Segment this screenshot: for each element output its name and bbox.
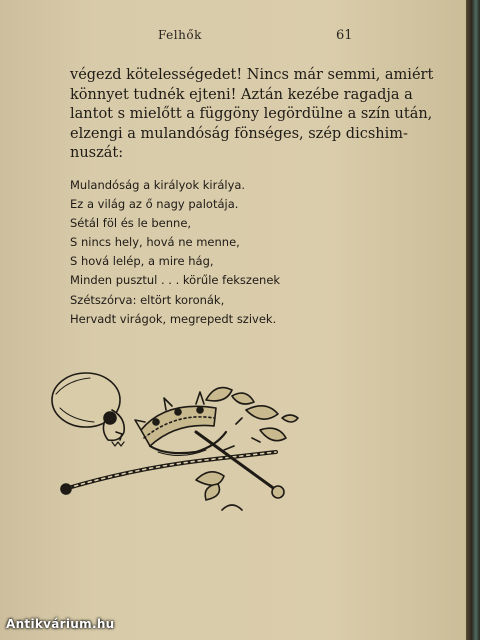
poem-stanza: [70, 176, 310, 329]
prose-line: lantot s mielőtt a függöny legördülne a szín után,: [70, 106, 433, 122]
skull-icon: [52, 373, 124, 446]
running-header-title: Felhők: [158, 28, 202, 42]
poem-line: Hervadt virágok, megrepedt szivek.: [70, 311, 277, 326]
prose-line: végezd kötelességedet! Nincs már semmi, amiért: [70, 67, 434, 83]
poem-line: Ez a világ az ő nagy palotája.: [70, 197, 239, 212]
prose-line: könnyet tudnék ejteni! Aztán kezébe ragadja a: [70, 86, 413, 103]
skull-crown-illustration: [46, 360, 316, 520]
watermark-text: Antikvárium.hu: [6, 617, 115, 631]
prose-line: elzengi a mulandóság fönséges, szép dicshim-: [70, 125, 408, 142]
poem-line: Sétál föl és le benne,: [70, 216, 192, 231]
poem-line: Minden pusztul . . . körűle fekszenek: [70, 273, 281, 288]
poem-line: Mulandóság a királyok királya.: [70, 178, 246, 192]
poem-line: Szétszórva: eltört koronák,: [70, 292, 225, 307]
prose-line: nuszát:: [70, 145, 124, 161]
book-spine: [466, 0, 480, 640]
scepter-icon: [61, 432, 284, 498]
poem-line: S hová lelép, a mire hág,: [70, 254, 214, 269]
prose-paragraph: [70, 66, 434, 164]
poem-line: S nincs hely, hová ne menne,: [70, 235, 240, 250]
page-number: 61: [336, 28, 353, 43]
